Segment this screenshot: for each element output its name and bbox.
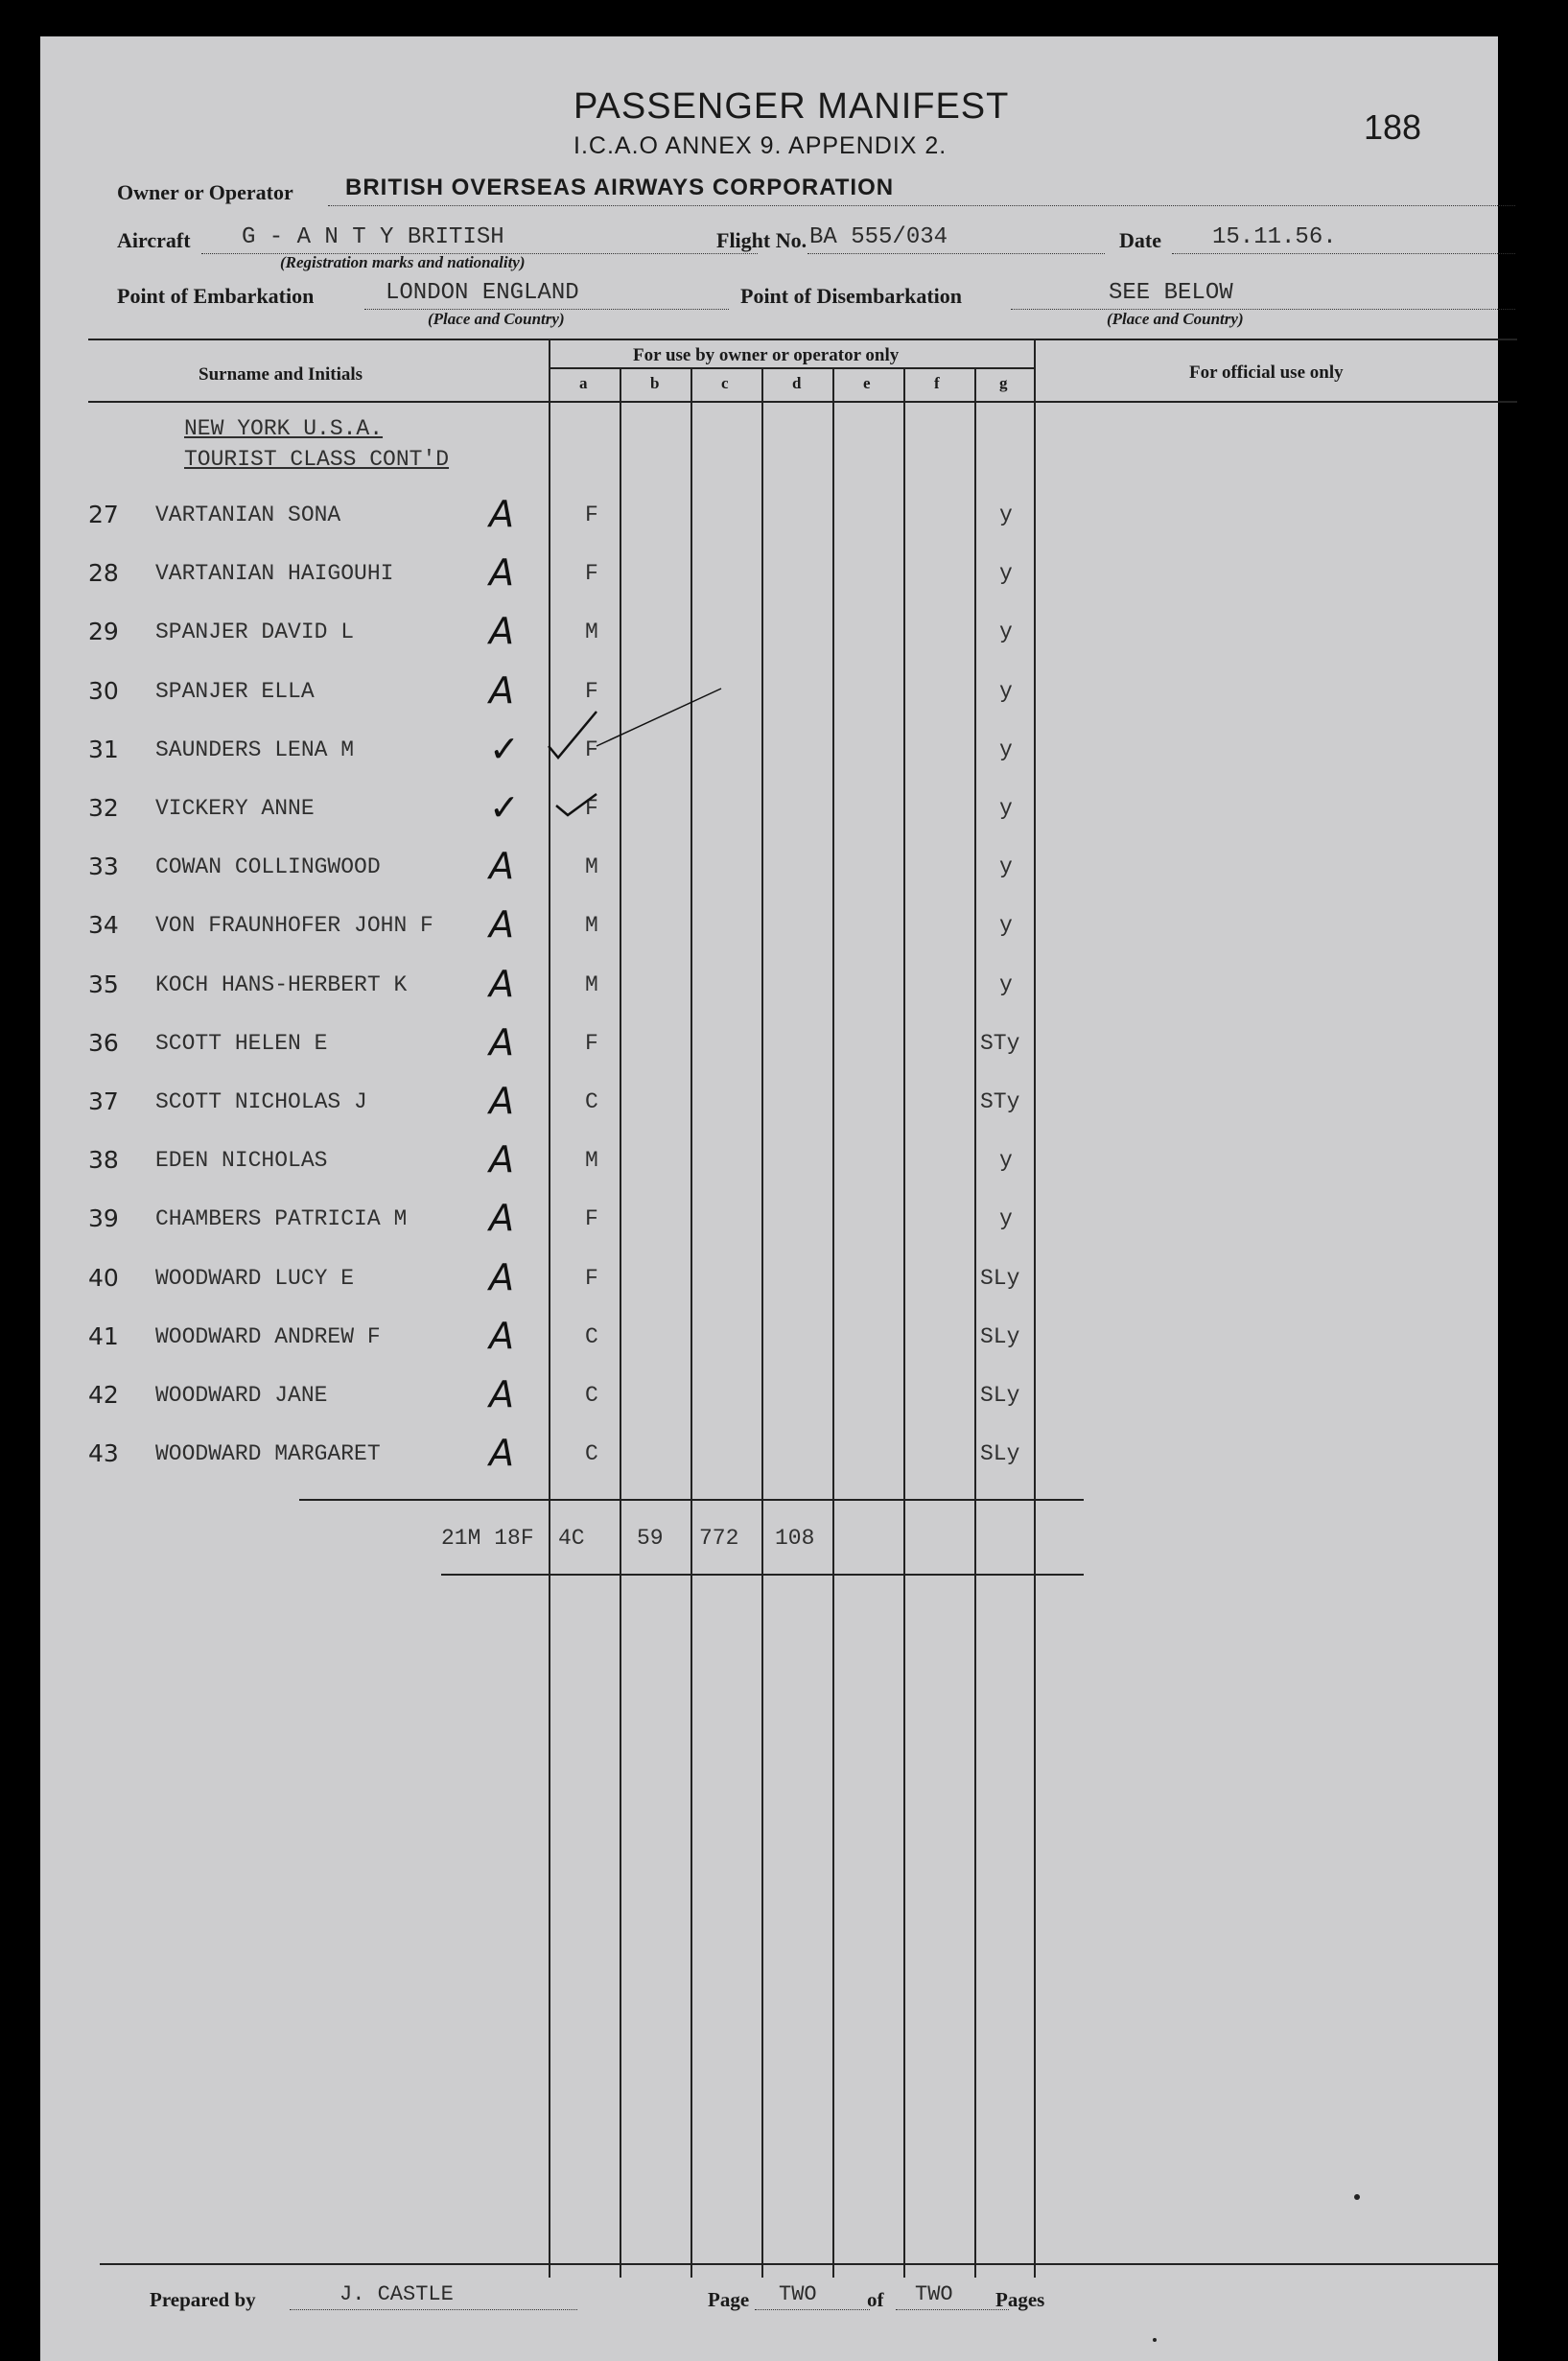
passenger-name: VARTANIAN HAIGOUHI (155, 561, 394, 587)
handwritten-mark: A (489, 1020, 514, 1064)
cell-col-a: M (585, 913, 598, 939)
passenger-name: EDEN NICHOLAS (155, 1148, 328, 1174)
section-destination: NEW YORK U.S.A. (184, 416, 384, 441)
passenger-name: COWAN COLLINGWOOD (155, 854, 381, 880)
cell-col-g: y (999, 1206, 1013, 1232)
handwritten-mark: A (489, 903, 514, 947)
page-label: Page (708, 2288, 750, 2311)
row-number: 30 (88, 676, 119, 705)
passenger-name: WOODWARD ANDREW F (155, 1323, 381, 1349)
cell-col-a: F (585, 678, 598, 704)
handwritten-mark: ✓ (489, 727, 520, 770)
cell-col-g: STy (980, 1089, 1020, 1114)
sub-column-header-d: d (792, 374, 802, 392)
passenger-name: WOODWARD LUCY E (155, 1265, 355, 1291)
aircraft-label: Aircraft (117, 228, 191, 252)
totals-col-a: 4C (558, 1526, 585, 1551)
page-subtitle: I.C.A.O ANNEX 9. APPENDIX 2. (573, 132, 948, 159)
row-number: 29 (88, 618, 119, 646)
totals-col-d: 108 (775, 1526, 815, 1551)
passenger-name: VARTANIAN SONA (155, 503, 341, 527)
sub-column-header-a: a (579, 374, 588, 392)
owner-value: BRITISH OVERSEAS AIRWAYS CORPORATION (345, 175, 895, 200)
aircraft-note: (Registration marks and nationality) (280, 253, 526, 271)
passenger-name: CHAMBERS PATRICIA M (155, 1206, 408, 1232)
row-number: 37 (88, 1087, 119, 1115)
scan-speck (1354, 2194, 1360, 2200)
cell-col-a: F (585, 736, 598, 762)
cell-col-g: y (999, 1148, 1013, 1174)
cell-col-a: M (585, 971, 598, 997)
row-number: 33 (88, 853, 119, 881)
handwritten-mark: ✓ (489, 786, 520, 829)
embark-note: (Place and Country) (428, 310, 565, 328)
cell-col-g: SLy (980, 1323, 1020, 1349)
handwritten-mark: A (489, 551, 514, 595)
cell-col-g: STy (980, 1030, 1020, 1056)
aircraft-value: G - A N T Y BRITISH (242, 224, 504, 250)
handwritten-mark: A (489, 1432, 514, 1475)
handwritten-mark: A (489, 845, 514, 888)
sub-column-header-e: e (863, 374, 871, 392)
col-divider-official (1034, 339, 1036, 2278)
totals-top-rule (299, 1499, 1084, 1501)
cell-col-a: C (585, 1441, 598, 1467)
disembark-value: SEE BELOW (1109, 280, 1233, 306)
embark-label: Point of Embarkation (117, 284, 315, 308)
disembark-label: Point of Disembarkation (740, 284, 962, 308)
of-value: TWO (915, 2282, 953, 2306)
passenger-name: VICKERY ANNE (155, 796, 315, 821)
sub-column-header-f: f (934, 374, 940, 392)
sub-column-divider (903, 367, 905, 2278)
cell-col-g: y (999, 678, 1013, 704)
sub-column-header-c: c (721, 374, 729, 392)
cell-col-g: y (999, 971, 1013, 997)
disembark-line (1011, 282, 1515, 310)
cell-col-g: SLy (980, 1441, 1020, 1467)
handwritten-mark: A (489, 1080, 514, 1122)
cell-col-g: y (999, 503, 1013, 527)
totals-col-c: 772 (699, 1526, 739, 1551)
row-number: 35 (88, 970, 119, 998)
sub-column-header-b: b (650, 374, 660, 392)
cell-col-g: y (999, 854, 1013, 880)
row-number: 38 (88, 1146, 119, 1175)
table-header-bottom-rule (88, 401, 1517, 403)
cell-col-a: M (585, 619, 598, 645)
totals-col-b: 59 (637, 1526, 664, 1551)
flight-label: Flight No. (716, 228, 807, 252)
sub-column-divider (974, 367, 976, 2278)
cell-col-a: M (585, 1148, 598, 1174)
page-title: PASSENGER MANIFEST (573, 86, 1010, 127)
cell-col-a: F (585, 1265, 598, 1291)
cell-col-a: C (585, 1089, 598, 1114)
cell-col-a: F (585, 796, 598, 821)
sub-column-divider (832, 367, 834, 2278)
flight-value: BA 555/034 (809, 224, 948, 250)
row-number: 36 (88, 1028, 119, 1057)
prepared-label: Prepared by (150, 2288, 256, 2311)
cell-col-g: SLy (980, 1265, 1020, 1291)
cell-col-a: C (585, 1383, 598, 1408)
col-divider-name (549, 339, 550, 2278)
totals-sex-count: 21M 18F (441, 1526, 534, 1551)
cell-col-a: F (585, 561, 598, 587)
passenger-name: SCOTT NICHOLAS J (155, 1089, 367, 1114)
col-header-group: For use by owner or operator only (633, 345, 900, 365)
passenger-name: WOODWARD JANE (155, 1383, 328, 1408)
pages-label: Pages (995, 2288, 1045, 2311)
date-label: Date (1119, 228, 1161, 252)
handwritten-mark: A (489, 1255, 514, 1298)
passenger-name: KOCH HANS-HERBERT K (155, 971, 408, 997)
passenger-name: SPANJER ELLA (155, 678, 315, 704)
embark-value: LONDON ENGLAND (386, 280, 579, 306)
handwritten-mark: A (489, 1373, 514, 1415)
cell-col-g: SLy (980, 1383, 1020, 1408)
cell-col-g: y (999, 736, 1013, 762)
cell-col-a: F (585, 1206, 598, 1232)
passenger-name: WOODWARD MARGARET (155, 1441, 381, 1467)
col-header-official: For official use only (1189, 362, 1344, 383)
row-number: 31 (88, 735, 119, 763)
cell-col-g: y (999, 796, 1013, 821)
section-class: TOURIST CLASS CONT'D (184, 447, 450, 472)
scan-speck (1153, 2338, 1157, 2342)
page-value: TWO (779, 2282, 817, 2306)
page-stamp-number: 188 (1364, 107, 1422, 147)
row-number: 28 (88, 559, 119, 588)
handwritten-mark: A (489, 610, 514, 653)
cell-col-a: M (585, 854, 598, 880)
handwritten-mark: A (489, 962, 514, 1005)
row-number: 43 (88, 1439, 119, 1468)
date-value: 15.11.56. (1212, 224, 1337, 250)
sub-column-divider (761, 367, 763, 2278)
cell-col-g: y (999, 619, 1013, 645)
row-number: 39 (88, 1204, 119, 1233)
passenger-name: SCOTT HELEN E (155, 1030, 328, 1056)
row-number: 34 (88, 911, 119, 940)
group-header-rule (549, 367, 1034, 369)
col-header-name: Surname and Initials (199, 364, 363, 385)
manifest-sheet (40, 36, 1498, 2361)
handwritten-mark: A (489, 668, 514, 712)
row-number: 32 (88, 794, 119, 822)
owner-label: Owner or Operator (117, 180, 293, 204)
prepared-value: J. CASTLE (339, 2282, 454, 2306)
handwritten-mark: A (489, 1197, 514, 1240)
totals-bottom-rule (441, 1574, 1084, 1576)
passenger-name: VON FRAUNHOFER JOHN F (155, 913, 433, 939)
cell-col-a: F (585, 1030, 598, 1056)
handwritten-check-strokes (501, 650, 731, 842)
cell-col-g: y (999, 913, 1013, 939)
row-number: 42 (88, 1381, 119, 1409)
disembark-note: (Place and Country) (1107, 310, 1244, 328)
row-number: 40 (88, 1263, 119, 1292)
sub-column-header-g: g (999, 374, 1008, 392)
footer-rule (100, 2263, 1498, 2265)
handwritten-mark: A (489, 493, 514, 535)
passenger-name: SAUNDERS LENA M (155, 736, 355, 762)
handwritten-mark: A (489, 1314, 514, 1357)
passenger-name: SPANJER DAVID L (155, 619, 355, 645)
row-number: 27 (88, 501, 119, 528)
cell-col-a: F (585, 503, 598, 527)
of-label: of (867, 2288, 884, 2311)
cell-col-g: y (999, 561, 1013, 587)
cell-col-a: C (585, 1323, 598, 1349)
table-top-rule (88, 339, 1517, 340)
handwritten-mark: A (489, 1138, 514, 1181)
row-number: 41 (88, 1321, 119, 1350)
